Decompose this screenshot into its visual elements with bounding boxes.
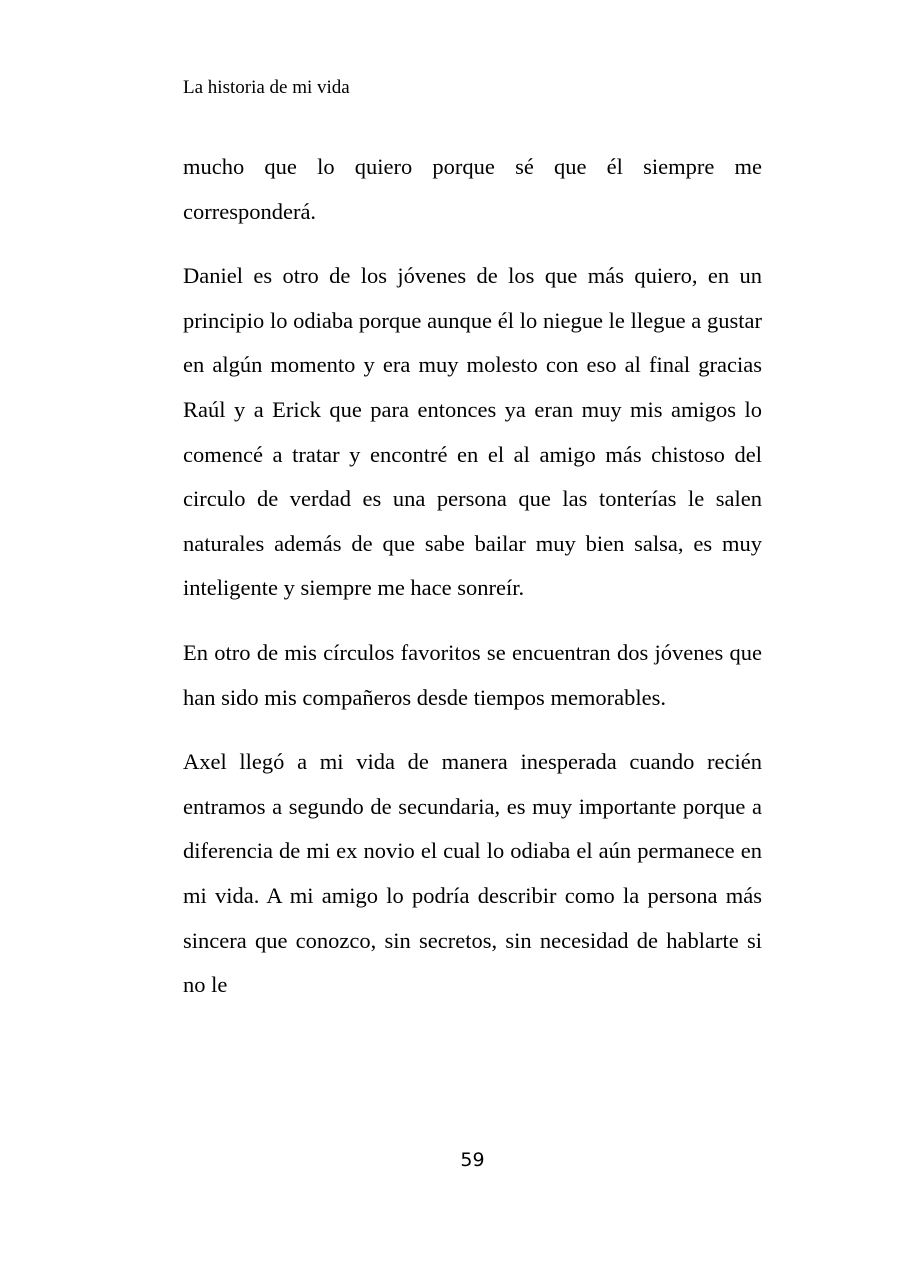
paragraph-2: Daniel es otro de los jóvenes de los que más quiero, en un principio lo odiaba porque aunque él lo niegue le llegue a gustar en algún momento y era muy molesto con eso al final gracias Raúl y a Erick que para entonces ya eran muy mis amigos lo comencé a tratar y encontré en el al amigo más chistoso del circulo de verdad es una persona que las tonterías le salen naturales además de que sabe bailar muy bien salsa, es muy inteligente y siempre me hace sonreír. — [183, 263, 762, 601]
running-header-title: La historia de mi vida — [183, 77, 350, 98]
paragraph-3: En otro de mis círculos favoritos se encuentran dos jóvenes que han sido mis compañeros desde tiempos memorables. — [183, 639, 762, 710]
body-text — [183, 145, 762, 1028]
paragraph-4: Axel llegó a mi vida de manera inesperada cuando recién entramos a segundo de secundaria, es muy importante porque a diferencia de mi ex novio el cual lo odiaba el aún permanece en mi vida. A mi amigo lo podría describir como la persona más sincera que conozco, sin secretos, sin necesidad de hablarte si no le — [183, 749, 762, 998]
page-number: 59 — [460, 1149, 485, 1171]
paragraph-1: mucho que lo quiero porque sé que él siempre me corresponderá. — [183, 154, 762, 224]
